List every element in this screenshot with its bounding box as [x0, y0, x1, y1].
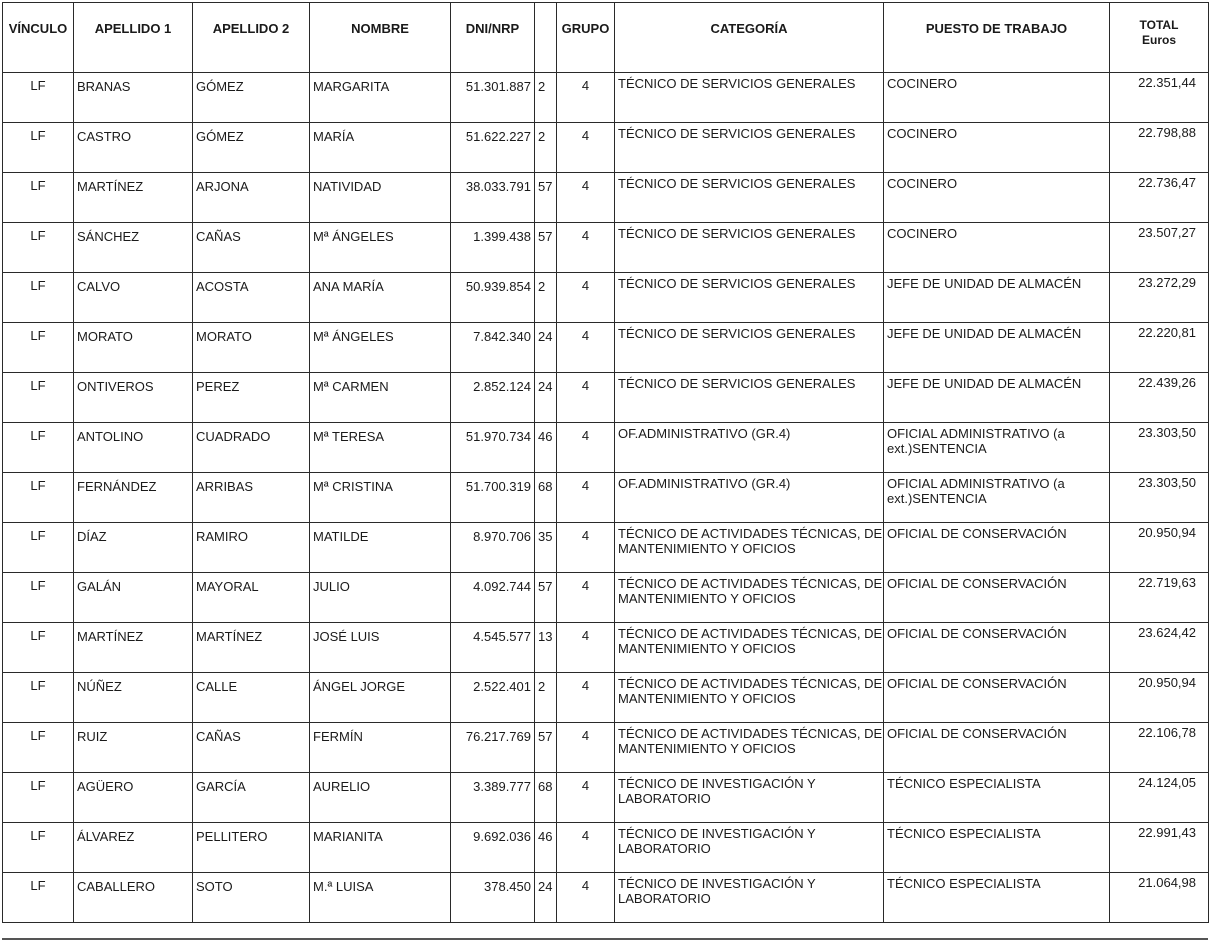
cell-apellido2: CAÑAS	[193, 223, 310, 273]
cell-extra: 24	[535, 873, 557, 923]
header-total-label: TOTAL	[1139, 18, 1179, 32]
cell-nombre: JOSÉ LUIS	[310, 623, 451, 673]
cell-categoria: TÉCNICO DE INVESTIGACIÓN Y LABORATORIO	[615, 773, 884, 823]
cell-puesto: OFICIAL ADMINISTRATIVO (a ext.)SENTENCIA	[884, 423, 1110, 473]
table-row	[3, 223, 1209, 273]
header-extra	[535, 3, 557, 73]
cell-grupo: 4	[557, 523, 615, 573]
cell-grupo: 4	[557, 623, 615, 673]
cell-grupo: 4	[557, 173, 615, 223]
cell-extra: 68	[535, 473, 557, 523]
cell-vinculo: LF	[3, 573, 74, 623]
cell-categoria: TÉCNICO DE INVESTIGACIÓN Y LABORATORIO	[615, 873, 884, 923]
cell-apellido2: PEREZ	[193, 373, 310, 423]
cell-apellido1: ONTIVEROS	[74, 373, 193, 423]
cell-puesto: JEFE DE UNIDAD DE ALMACÉN	[884, 373, 1110, 423]
cell-categoria: TÉCNICO DE ACTIVIDADES TÉCNICAS, DE MANTENIMIENTO Y OFICIOS	[615, 673, 884, 723]
cell-categoria: TÉCNICO DE SERVICIOS GENERALES	[615, 73, 884, 123]
header-row	[3, 3, 1209, 73]
cell-apellido2: MARTÍNEZ	[193, 623, 310, 673]
cell-total: 22.736,47	[1110, 173, 1209, 223]
cell-total: 22.798,88	[1110, 123, 1209, 173]
cell-apellido2: ACOSTA	[193, 273, 310, 323]
cell-puesto: TÉCNICO ESPECIALISTA	[884, 873, 1110, 923]
header-apellido1: APELLIDO 1	[74, 3, 193, 73]
cell-apellido1: CABALLERO	[74, 873, 193, 923]
cell-nombre: MARGARITA	[310, 73, 451, 123]
cell-extra: 24	[535, 323, 557, 373]
cell-dni: 3.389.777	[451, 773, 535, 823]
cell-total: 22.220,81	[1110, 323, 1209, 373]
cell-nombre: ÁNGEL JORGE	[310, 673, 451, 723]
cell-grupo: 4	[557, 473, 615, 523]
cell-grupo: 4	[557, 873, 615, 923]
cell-total: 23.303,50	[1110, 473, 1209, 523]
cell-total: 22.439,26	[1110, 373, 1209, 423]
cell-nombre: AURELIO	[310, 773, 451, 823]
cell-grupo: 4	[557, 373, 615, 423]
cell-extra: 57	[535, 573, 557, 623]
cell-grupo: 4	[557, 423, 615, 473]
cell-puesto: OFICIAL DE CONSERVACIÓN	[884, 723, 1110, 773]
cell-categoria: TÉCNICO DE ACTIVIDADES TÉCNICAS, DE MANTENIMIENTO Y OFICIOS	[615, 573, 884, 623]
cell-dni: 7.842.340	[451, 323, 535, 373]
cell-grupo: 4	[557, 123, 615, 173]
cell-grupo: 4	[557, 273, 615, 323]
cell-vinculo: LF	[3, 223, 74, 273]
cell-grupo: 4	[557, 323, 615, 373]
cell-apellido1: FERNÁNDEZ	[74, 473, 193, 523]
cell-apellido1: MARTÍNEZ	[74, 173, 193, 223]
cell-categoria: TÉCNICO DE SERVICIOS GENERALES	[615, 173, 884, 223]
cell-apellido1: RUIZ	[74, 723, 193, 773]
cell-apellido1: GALÁN	[74, 573, 193, 623]
cell-extra: 46	[535, 423, 557, 473]
cell-dni: 4.092.744	[451, 573, 535, 623]
header-total-unit: Euros	[1141, 33, 1176, 47]
cell-extra: 2	[535, 73, 557, 123]
cell-puesto: TÉCNICO ESPECIALISTA	[884, 823, 1110, 873]
cell-vinculo: LF	[3, 123, 74, 173]
cell-grupo: 4	[557, 773, 615, 823]
cell-dni: 38.033.791	[451, 173, 535, 223]
cell-nombre: ANA MARÍA	[310, 273, 451, 323]
header-vinculo: VÍNCULO	[3, 3, 74, 73]
cell-apellido2: ARRIBAS	[193, 473, 310, 523]
cell-total: 24.124,05	[1110, 773, 1209, 823]
cell-puesto: OFICIAL DE CONSERVACIÓN	[884, 623, 1110, 673]
cell-dni: 9.692.036	[451, 823, 535, 873]
table-body	[3, 73, 1209, 923]
cell-dni: 51.970.734	[451, 423, 535, 473]
cell-puesto: OFICIAL ADMINISTRATIVO (a ext.)SENTENCIA	[884, 473, 1110, 523]
cell-total: 23.272,29	[1110, 273, 1209, 323]
cell-dni: 50.939.854	[451, 273, 535, 323]
cell-dni: 8.970.706	[451, 523, 535, 573]
cell-puesto: OFICIAL DE CONSERVACIÓN	[884, 573, 1110, 623]
cell-total: 23.507,27	[1110, 223, 1209, 273]
cell-extra: 2	[535, 273, 557, 323]
cell-vinculo: LF	[3, 273, 74, 323]
cell-nombre: Mª CARMEN	[310, 373, 451, 423]
cell-extra: 35	[535, 523, 557, 573]
table-row	[3, 473, 1209, 523]
cell-puesto: OFICIAL DE CONSERVACIÓN	[884, 523, 1110, 573]
cell-categoria: OF.ADMINISTRATIVO (GR.4)	[615, 423, 884, 473]
cell-extra: 68	[535, 773, 557, 823]
cell-categoria: TÉCNICO DE ACTIVIDADES TÉCNICAS, DE MANTENIMIENTO Y OFICIOS	[615, 523, 884, 573]
table-row	[3, 173, 1209, 223]
cell-dni: 76.217.769	[451, 723, 535, 773]
cell-extra: 2	[535, 673, 557, 723]
cell-nombre: NATIVIDAD	[310, 173, 451, 223]
cell-puesto: OFICIAL DE CONSERVACIÓN	[884, 673, 1110, 723]
cell-puesto: COCINERO	[884, 223, 1110, 273]
cell-apellido1: ÁLVAREZ	[74, 823, 193, 873]
cell-dni: 2.522.401	[451, 673, 535, 723]
cell-nombre: JULIO	[310, 573, 451, 623]
cell-grupo: 4	[557, 823, 615, 873]
header-puesto: PUESTO DE TRABAJO	[884, 3, 1110, 73]
cell-vinculo: LF	[3, 523, 74, 573]
cell-nombre: MATILDE	[310, 523, 451, 573]
cell-extra: 46	[535, 823, 557, 873]
header-categoria: CATEGORÍA	[615, 3, 884, 73]
cell-total: 21.064,98	[1110, 873, 1209, 923]
cell-nombre: Mª ÁNGELES	[310, 323, 451, 373]
cell-categoria: TÉCNICO DE ACTIVIDADES TÉCNICAS, DE MANTENIMIENTO Y OFICIOS	[615, 723, 884, 773]
cell-grupo: 4	[557, 73, 615, 123]
cell-extra: 57	[535, 723, 557, 773]
cell-puesto: TÉCNICO ESPECIALISTA	[884, 773, 1110, 823]
cell-apellido2: RAMIRO	[193, 523, 310, 573]
cell-puesto: JEFE DE UNIDAD DE ALMACÉN	[884, 323, 1110, 373]
cell-vinculo: LF	[3, 773, 74, 823]
cell-vinculo: LF	[3, 423, 74, 473]
table-row	[3, 573, 1209, 623]
cell-vinculo: LF	[3, 823, 74, 873]
cell-apellido2: SOTO	[193, 873, 310, 923]
cell-apellido2: CAÑAS	[193, 723, 310, 773]
cell-total: 22.719,63	[1110, 573, 1209, 623]
header-nombre: NOMBRE	[310, 3, 451, 73]
cell-nombre: MARÍA	[310, 123, 451, 173]
cell-dni: 378.450	[451, 873, 535, 923]
cell-apellido1: NÚÑEZ	[74, 673, 193, 723]
cell-puesto: COCINERO	[884, 73, 1110, 123]
cell-apellido1: DÍAZ	[74, 523, 193, 573]
cell-vinculo: LF	[3, 73, 74, 123]
cell-apellido2: CALLE	[193, 673, 310, 723]
cell-puesto: COCINERO	[884, 173, 1110, 223]
cell-nombre: MARIANITA	[310, 823, 451, 873]
cell-extra: 13	[535, 623, 557, 673]
cell-grupo: 4	[557, 723, 615, 773]
cell-dni: 1.399.438	[451, 223, 535, 273]
table-row	[3, 823, 1209, 873]
cell-apellido2: GÓMEZ	[193, 123, 310, 173]
table-row	[3, 623, 1209, 673]
cell-total: 22.991,43	[1110, 823, 1209, 873]
table-row	[3, 873, 1209, 923]
cell-vinculo: LF	[3, 723, 74, 773]
cell-apellido1: ANTOLINO	[74, 423, 193, 473]
table-row	[3, 723, 1209, 773]
cell-nombre: M.ª LUISA	[310, 873, 451, 923]
table-row	[3, 773, 1209, 823]
cell-nombre: Mª ÁNGELES	[310, 223, 451, 273]
cell-categoria: TÉCNICO DE SERVICIOS GENERALES	[615, 123, 884, 173]
cell-apellido1: AGÜERO	[74, 773, 193, 823]
cell-apellido2: MAYORAL	[193, 573, 310, 623]
header-total	[1110, 3, 1209, 73]
cell-extra: 57	[535, 223, 557, 273]
cell-dni: 4.545.577	[451, 623, 535, 673]
cell-nombre: Mª TERESA	[310, 423, 451, 473]
cell-apellido2: ARJONA	[193, 173, 310, 223]
header-apellido2: APELLIDO 2	[193, 3, 310, 73]
cell-nombre: Mª CRISTINA	[310, 473, 451, 523]
cell-vinculo: LF	[3, 673, 74, 723]
cell-dni: 51.301.887	[451, 73, 535, 123]
table-row	[3, 523, 1209, 573]
cell-apellido1: MORATO	[74, 323, 193, 373]
bottom-rule	[2, 938, 1208, 940]
cell-vinculo: LF	[3, 623, 74, 673]
cell-nombre: FERMÍN	[310, 723, 451, 773]
header-grupo: GRUPO	[557, 3, 615, 73]
table-row	[3, 123, 1209, 173]
cell-grupo: 4	[557, 223, 615, 273]
cell-total: 23.303,50	[1110, 423, 1209, 473]
cell-categoria: TÉCNICO DE SERVICIOS GENERALES	[615, 323, 884, 373]
cell-categoria: TÉCNICO DE SERVICIOS GENERALES	[615, 273, 884, 323]
cell-categoria: OF.ADMINISTRATIVO (GR.4)	[615, 473, 884, 523]
cell-extra: 24	[535, 373, 557, 423]
cell-puesto: COCINERO	[884, 123, 1110, 173]
table-row	[3, 323, 1209, 373]
table-row	[3, 673, 1209, 723]
cell-apellido1: MARTÍNEZ	[74, 623, 193, 673]
cell-apellido2: GARCÍA	[193, 773, 310, 823]
cell-apellido2: PELLITERO	[193, 823, 310, 873]
header-dni: DNI/NRP	[451, 3, 535, 73]
cell-total: 20.950,94	[1110, 673, 1209, 723]
cell-vinculo: LF	[3, 173, 74, 223]
cell-grupo: 4	[557, 573, 615, 623]
cell-total: 22.106,78	[1110, 723, 1209, 773]
cell-vinculo: LF	[3, 373, 74, 423]
cell-categoria: TÉCNICO DE INVESTIGACIÓN Y LABORATORIO	[615, 823, 884, 873]
cell-categoria: TÉCNICO DE SERVICIOS GENERALES	[615, 223, 884, 273]
cell-apellido2: MORATO	[193, 323, 310, 373]
cell-puesto: JEFE DE UNIDAD DE ALMACÉN	[884, 273, 1110, 323]
cell-apellido1: SÁNCHEZ	[74, 223, 193, 273]
cell-apellido1: CASTRO	[74, 123, 193, 173]
cell-apellido1: CALVO	[74, 273, 193, 323]
cell-vinculo: LF	[3, 323, 74, 373]
cell-dni: 2.852.124	[451, 373, 535, 423]
cell-dni: 51.622.227	[451, 123, 535, 173]
table-row	[3, 73, 1209, 123]
cell-extra: 2	[535, 123, 557, 173]
cell-total: 20.950,94	[1110, 523, 1209, 573]
cell-grupo: 4	[557, 673, 615, 723]
table-row	[3, 423, 1209, 473]
cell-categoria: TÉCNICO DE ACTIVIDADES TÉCNICAS, DE MANTENIMIENTO Y OFICIOS	[615, 623, 884, 673]
cell-apellido2: CUADRADO	[193, 423, 310, 473]
cell-dni: 51.700.319	[451, 473, 535, 523]
cell-vinculo: LF	[3, 473, 74, 523]
cell-total: 23.624,42	[1110, 623, 1209, 673]
table-row	[3, 273, 1209, 323]
cell-vinculo: LF	[3, 873, 74, 923]
cell-apellido1: BRANAS	[74, 73, 193, 123]
table-row	[3, 373, 1209, 423]
cell-extra: 57	[535, 173, 557, 223]
personnel-table	[2, 2, 1209, 923]
cell-total: 22.351,44	[1110, 73, 1209, 123]
cell-categoria: TÉCNICO DE SERVICIOS GENERALES	[615, 373, 884, 423]
cell-apellido2: GÓMEZ	[193, 73, 310, 123]
